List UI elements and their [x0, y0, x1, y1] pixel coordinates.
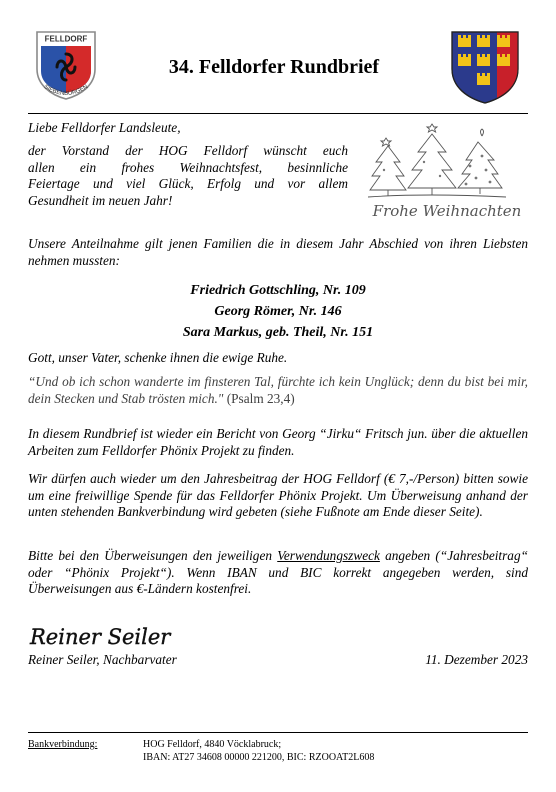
greeting-line: Feiertage und viel Glück, Erfolg und vor allem — [28, 176, 348, 192]
greeting-text — [28, 143, 348, 209]
felldorf-shield-logo — [33, 29, 99, 101]
handwritten-signature — [28, 620, 208, 654]
castle-icon — [497, 54, 510, 66]
deceased-name: Georg Römer, Nr. 146 — [214, 304, 342, 319]
castle-icon — [477, 54, 490, 66]
header-rule — [28, 113, 528, 114]
castle-icon — [458, 54, 471, 66]
donation-request: Wir dürfen auch wieder um den Jahresbeitrag der HOG Felldorf (€ 7,-/Person) bitten sowie um eine freiwillige Spende für das Felldorfer Phönix Projekt. Um Überweisung anhand der unten stehenden Bankverbindung wird gebeten (siehe Fußnote am Ende dieser Seite). — [28, 471, 528, 520]
greeting-line: der Vorstand der HOG Felldorf wünscht euch — [28, 143, 348, 158]
heart-icon — [481, 129, 484, 136]
shield-bottom-text: SIEBENBÜRGEN — [42, 84, 90, 98]
bank-address: HOG Felldorf, 4840 Vöcklabruck; — [143, 739, 282, 750]
psalm-quote-text: “Und ob ich schon wanderte im finsteren Tal, fürchte ich kein Unglück; denn du bist bei mir, dein Stecken und Stab trösten mich." — [28, 374, 528, 406]
castle-icon — [458, 35, 471, 47]
castle-icon — [477, 35, 490, 47]
transfer-instructions — [28, 548, 528, 598]
deceased-name: Friedrich Gottschling, Nr. 109 — [190, 283, 366, 298]
svg-text:Reiner Seiler: Reiner Seiler — [30, 625, 171, 649]
christmas-trees-illustration — [366, 118, 528, 222]
psalm-quote — [28, 374, 528, 407]
signer-name: Reiner Seiler, Nachbarvater — [28, 652, 177, 667]
prayer: Gott, unser Vater, schenke ihnen die ewige Ruhe. — [28, 350, 288, 365]
deceased-name: Sara Markus, geb. Theil, Nr. 151 — [182, 325, 374, 340]
transfer-text-after: angeben (“Jahresbeitrag“ oder “Phönix Projekt“). Wenn IBAN und BIC korrekt angegeben werden, sind Überweisungen aus €-Ländern kostenfrei. — [28, 548, 528, 597]
page-title: 34. Felldorfer Rundbrief — [168, 56, 380, 78]
castle-icon — [497, 35, 510, 47]
letter-date: 11. Dezember 2023 — [425, 652, 528, 667]
xmas-caption: Frohe Weihnachten — [372, 202, 522, 220]
bank-iban-bic: IBAN: AT27 34608 00000 221200, BIC: RZOOAT2L608 — [143, 752, 375, 763]
greeting-line: Gesundheit im neuen Jahr! — [28, 192, 173, 208]
report-note: In diesem Rundbrief ist wieder ein Bericht von Georg “Jirku“ Fritsch jun. über die aktuellen Arbeiten zum Felldorfer Phönix Projekt zu finden. — [28, 426, 528, 458]
castle-icon — [477, 73, 490, 85]
shield-top-text: FELLDORF — [44, 34, 88, 44]
salutation: Liebe Felldorfer Landsleute, — [28, 120, 181, 135]
footer-rule — [28, 732, 528, 733]
greeting-line: allen ein frohes Weihnachtsfest, besinnliche — [28, 159, 348, 175]
star-icon — [427, 124, 437, 132]
condolence-intro: Unsere Anteilnahme gilt jenen Familien die in diesem Jahr Abschied von ihren Liebsten nehmen mussten: — [28, 236, 528, 268]
deceased-list — [28, 280, 528, 343]
siebenbuergen-crest-logo — [449, 29, 521, 105]
star-icon — [381, 138, 391, 146]
bank-label: Bankverbindung: — [28, 739, 98, 750]
transfer-purpose-underlined: Verwendungszweck — [277, 548, 380, 563]
transfer-text-before: Bitte bei den Überweisungen den jeweiligen — [28, 548, 278, 563]
psalm-reference: (Psalm 23,4) — [226, 390, 295, 406]
